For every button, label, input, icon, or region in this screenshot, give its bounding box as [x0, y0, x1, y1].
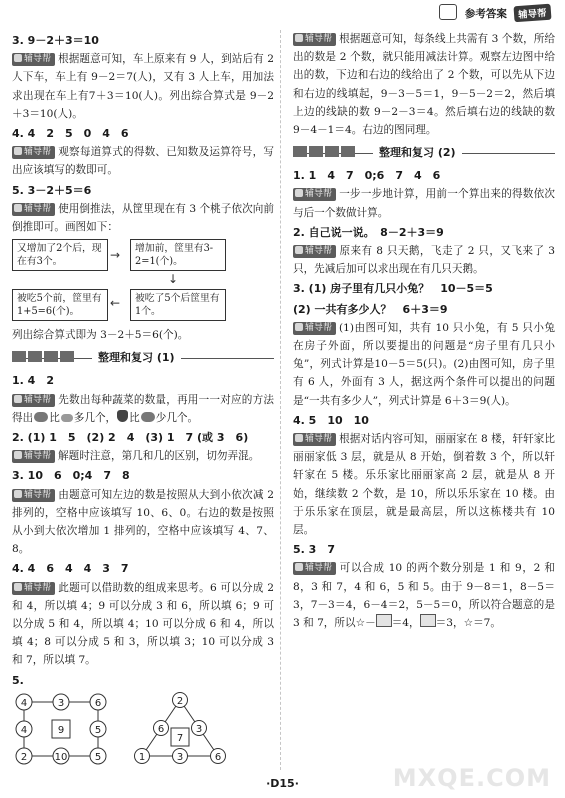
section-blocks — [12, 351, 74, 362]
tag-icon — [14, 583, 22, 591]
box-step-1: 又增加了2个后，现在有3个。 — [12, 239, 108, 271]
star-icon: ☆ — [463, 617, 474, 630]
tag-icon — [14, 54, 22, 62]
review2-explanation-2: 辅导帮 原来有 8 只天鹅，飞走了 2 只，又飞来了 3 只，先减后加可以求出现在有几只天鹅。 — [293, 245, 555, 276]
review2-answer-3: 3. (1) 房子里有几只小兔？ 10－5＝5 — [293, 282, 493, 296]
review1-answer-5: 5. — [12, 673, 24, 687]
tri-bot-mid: 3 — [176, 751, 184, 763]
review1-answer-3: 3. 10 6 0;4 7 8 — [12, 469, 130, 483]
section-title: 整理和复习 (2) — [373, 143, 462, 163]
tag-icon — [14, 490, 22, 498]
sq-mid-left: 4 — [20, 724, 28, 736]
sq-bot-left: 2 — [20, 751, 28, 763]
tutor-tag: 辅导帮 — [12, 146, 55, 159]
page-header — [439, 4, 551, 21]
square-shape-icon — [420, 614, 436, 627]
section-title: 整理和复习 (1) — [92, 348, 181, 368]
tri-top: 2 — [176, 695, 184, 707]
review2-answer-1: 1. 1 4 7 0;6 7 4 6 — [293, 169, 441, 183]
eggplant-icon — [117, 410, 128, 422]
review2-explanation-1: 辅导帮 一步一步地计算，用前一个算出来的得数依次与后一个数做计算。 — [293, 188, 555, 219]
review1-answer-1: 1. 4 2 — [12, 374, 54, 388]
tag-icon — [14, 451, 22, 459]
tri-center: 7 — [176, 732, 184, 744]
vegetable-icon-2 — [61, 414, 73, 422]
sq-mid-right: 5 — [94, 724, 102, 736]
tutor-tag: 辅导帮 — [12, 450, 55, 463]
column-divider — [280, 30, 281, 770]
review2-answer-4: 4. 5 10 10 — [293, 413, 369, 427]
box-step-2: 增加前，筐里有3-2=1(个)。 — [130, 239, 226, 271]
reasoning-boxes — [12, 239, 274, 323]
review1-explanation-3: 辅导帮 由题意可知左边的数是按照从大到小依次减 2 排列的，空格中应该填写 10、6、0。右边的数是按照从小到大依次增加 1 排列的，空格中应该填写 4、7、8。 — [12, 488, 274, 556]
explanation-4: 辅导帮 观察每道算式的得数、已知数及运算符号，写出应该填写的数即可。 — [12, 146, 274, 177]
tutor-tag: 辅导帮 — [293, 322, 336, 335]
header-label: 参考答案 — [464, 8, 507, 20]
answer-4: 4. 4 2 5 0 4 6 — [12, 127, 129, 141]
explanation-3: 辅导帮 根据题意可知，车上原来有 9 人，到站后有 2 人下车，车上有 9－2＝7(人)，又有 3 人上车，用加法求出现在车上有7＋3＝10(人)。列出综合算式是 9－2＋3＝10(人)。 — [12, 53, 274, 120]
watermark: MXQE.COM — [392, 764, 551, 792]
tri-mid-left: 6 — [157, 723, 165, 735]
tri-bot-left: 1 — [138, 751, 146, 763]
sq-center: 9 — [57, 724, 65, 736]
explanation-5: 辅导帮 使用倒推法，从筐里现在有 3 个桃子依次向前倒推即可。画图如下： — [12, 202, 274, 234]
arrow-down-icon: ↓ — [168, 272, 179, 287]
header-brand: 辅导帮 — [514, 4, 552, 23]
tag-icon — [14, 147, 22, 155]
review1-answer-4: 4. 4 6 4 4 3 7 — [12, 562, 129, 576]
tri-mid-right: 3 — [195, 723, 203, 735]
vegetable-icon-3 — [141, 412, 155, 422]
star-icon: ☆ — [355, 617, 366, 630]
tutor-tag: 辅导帮 — [12, 53, 55, 66]
review2-answer-3b: (2) 一共有多少人？ 6＋3＝9 — [293, 302, 448, 316]
review2-explanation-3: 辅导帮 (1)由图可知，共有 10 只小兔，有 5 只小兔在房子外面，所以要提出的问题是“房子里有几只小兔”，列式计算是10－5＝5(只)。(2)由图可知，房子里有 6 人，外面有 3 人，据这两个条件可以提出的问题是“一共有多少人”，列式计算是 6＋3＝9(人)。 — [293, 321, 555, 407]
book-logo-icon — [439, 4, 457, 20]
tutor-tag: 辅导帮 — [293, 562, 336, 575]
section-review-1 — [12, 348, 274, 368]
tutor-tag: 辅导帮 — [293, 433, 336, 446]
tutor-tag: 辅导帮 — [293, 188, 336, 201]
right-column — [293, 30, 555, 632]
review1-explanation-2: 辅导帮 解题时注意，第几和几的区别，切勿弄混。 — [12, 447, 274, 465]
vegetable-icon-1 — [34, 412, 48, 422]
sq-bot-mid: 10 — [54, 751, 68, 763]
answer-3: 3. 9－2＋3＝10 — [12, 34, 99, 47]
box-step-4: 被吃了5个后筐里有1个。 — [130, 289, 226, 321]
tutor-tag: 辅导帮 — [12, 489, 55, 502]
tag-icon — [14, 395, 22, 403]
tri-bot-right: 6 — [214, 751, 222, 763]
arrow-left-icon: ← — [110, 296, 121, 311]
number-diagrams — [12, 692, 274, 767]
review2-explanation-4: 辅导帮 根据对话内容可知，丽丽家在 8 楼，轩轩家比丽丽家低 3 层，就是从 8 开始，倒着数 3 个，所以轩轩家在 5 楼。乐乐家比丽丽家高 2 层，就是从 8 开始，继续数 2 个数，是 10，所以乐乐家在 10 楼。由于乐乐家在顶层，就是最高层，所以这栋楼共有 10 层。 — [293, 433, 555, 537]
continued-explanation: 辅导帮 根据题意可知，每条线上共需有 3 个数，所给出的数是 2 个数，就只能用减法计算。观察左边图中给出的数，下边和右边的线给出了 2 个数，可以先从下边和右边的线填起，9－3－5＝1，9－5－2＝2，然后填上边的线缺的数 9－2－3＝4。然后填右边的线缺的数 9－4－1＝4。右边的图同理。 — [293, 33, 555, 137]
review1-answer-2: 2. (1) 1 5 (2) 2 4 (3) 1 7 (或 3 6) — [12, 431, 249, 445]
section-review-2 — [293, 143, 555, 163]
tag-icon — [295, 563, 303, 571]
tag-icon — [295, 323, 303, 331]
sq-bot-right: 5 — [94, 751, 102, 763]
box-step-3: 被吃5个前，筐里有1+5=6(个)。 — [12, 289, 108, 321]
answer-5: 5. 3－2＋5＝6 — [12, 183, 92, 197]
tutor-tag: 辅导帮 — [293, 33, 336, 46]
sq-top-right: 6 — [94, 697, 102, 709]
tag-icon — [295, 434, 303, 442]
tutor-tag: 辅导帮 — [12, 394, 55, 407]
tag-icon — [295, 246, 303, 254]
sq-top-mid: 3 — [57, 697, 65, 709]
sq-top-left: 4 — [20, 697, 28, 709]
tutor-tag: 辅导帮 — [12, 203, 55, 216]
explanation-5-tail: 列出综合算式即为 3－2＋5＝6(个)。 — [12, 329, 189, 342]
left-column — [12, 30, 274, 767]
section-blocks — [293, 146, 355, 157]
tutor-tag: 辅导帮 — [293, 245, 336, 258]
square-shape-icon — [376, 614, 392, 627]
review1-explanation-1: 辅导帮 先数出每种蔬菜的数量，再用一一对应的方法得出 比 多几个， 比 少几个。 — [12, 393, 274, 424]
review2-answer-2: 2. 自己说一说。 8－2＋3＝9 — [293, 225, 444, 239]
tag-icon — [295, 189, 303, 197]
tag-icon — [295, 34, 303, 42]
review2-explanation-5: 辅导帮 可以合成 10 的两个数分别是 1 和 9，2 和 8，3 和 7，4 和 6，5 和 5。由于 9－8＝1，8－5＝3，7－3＝4，6－4＝2，5－5＝0，所以符合题意的是 3 和 7，所以☆－ ＝4， ＝3，☆＝7。 — [293, 562, 555, 630]
page-number: ·D15· — [266, 777, 299, 790]
arrow-right-icon: → — [110, 248, 121, 263]
review1-explanation-4: 辅导帮 此题可以借助数的组成来思考。6 可以分成 2 和 4，所以填 4；9 可以分成 3 和 6，所以填 6；9 可以分成 5 和 4，所以填 4；10 可以分成 6 和 4，所以填 4；8 可以分成 5 和 3，所以填 3；10 可以分成 3 和 7，所以填 7。 — [12, 581, 274, 667]
tutor-tag: 辅导帮 — [12, 582, 55, 595]
tag-icon — [14, 204, 22, 212]
review2-answer-5: 5. 3 7 — [293, 543, 335, 557]
